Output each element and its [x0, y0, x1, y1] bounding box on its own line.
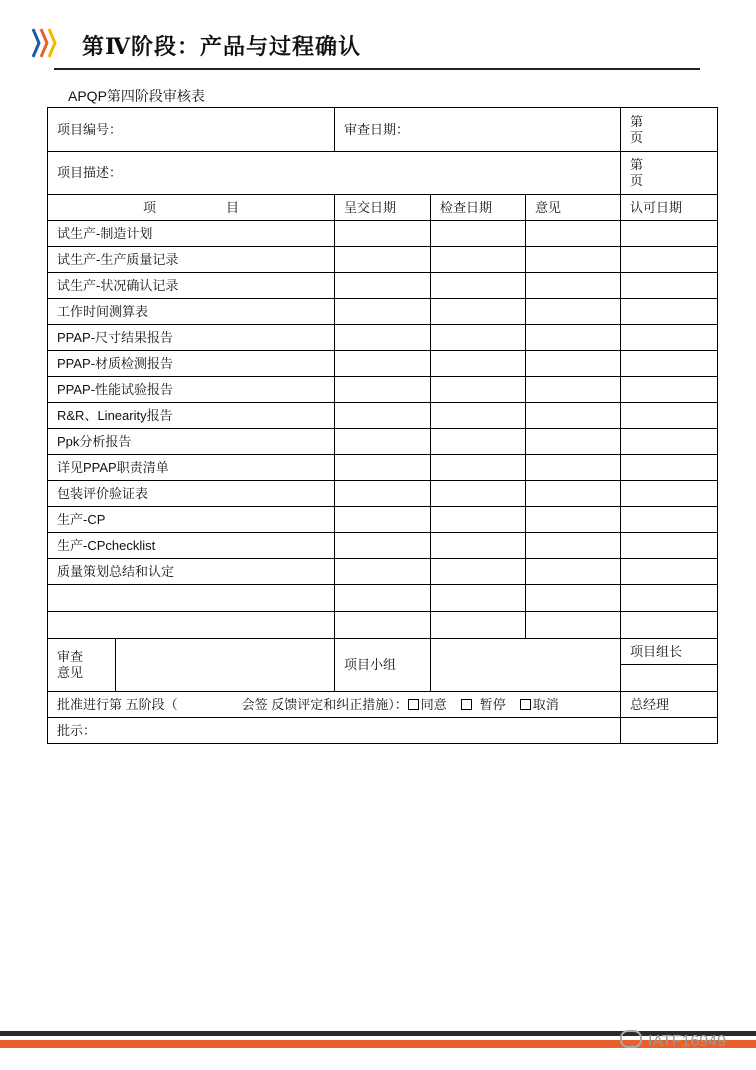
approve-date-cell[interactable] — [621, 481, 718, 507]
check-date-cell[interactable] — [431, 247, 526, 273]
team-leader-label: 项目组长 — [621, 639, 718, 665]
table-row — [48, 559, 718, 585]
col-header-item-1: 项 — [142, 199, 156, 215]
approve-date-cell[interactable] — [621, 455, 718, 481]
approve-date-cell[interactable] — [621, 559, 718, 585]
approve-date-cell[interactable] — [621, 533, 718, 559]
table-row — [48, 377, 718, 403]
check-date-cell[interactable] — [431, 559, 526, 585]
review-opinion-field[interactable] — [116, 639, 335, 692]
table-row — [48, 247, 718, 273]
submit-date-cell[interactable] — [335, 273, 431, 299]
check-date-cell[interactable] — [431, 481, 526, 507]
opinion-cell[interactable] — [526, 403, 621, 429]
approve-date-cell[interactable] — [621, 325, 718, 351]
col-header-approve-date: 认可日期 — [621, 195, 718, 221]
col-header-check-date: 检查日期 — [431, 195, 526, 221]
item-label: 工作时间测算表 — [48, 299, 335, 325]
pause-checkbox[interactable] — [461, 699, 472, 710]
instruction-cell[interactable] — [48, 718, 621, 744]
general-manager-label: 总经理 — [621, 692, 718, 718]
table-row — [48, 507, 718, 533]
check-date-cell[interactable] — [431, 273, 526, 299]
col-header-opinion: 意见 — [526, 195, 621, 221]
approve-date-cell[interactable] — [621, 351, 718, 377]
approve-date-cell[interactable] — [621, 273, 718, 299]
project-team-field[interactable] — [431, 639, 621, 692]
submit-date-cell[interactable] — [335, 325, 431, 351]
page-label-2: 页 — [630, 129, 644, 145]
col-header-item-2: 目 — [226, 199, 240, 215]
page-label-1: 第 — [630, 157, 644, 172]
review-opinion-label — [48, 639, 116, 692]
submit-date-cell[interactable] — [335, 377, 431, 403]
col-header-item — [48, 195, 335, 221]
item-label: 详见PPAP职责清单 — [48, 455, 335, 481]
project-desc-cell[interactable] — [48, 152, 621, 195]
opinion-cell[interactable] — [526, 585, 621, 612]
approve-date-cell[interactable] — [621, 507, 718, 533]
approve-date-cell[interactable] — [621, 585, 718, 612]
check-date-cell[interactable] — [431, 325, 526, 351]
watermark — [620, 1030, 726, 1051]
opinion-cell[interactable] — [526, 351, 621, 377]
submit-date-cell[interactable] — [335, 455, 431, 481]
table-row — [48, 429, 718, 455]
opinion-cell[interactable] — [526, 221, 621, 247]
table-row — [48, 351, 718, 377]
page-cell[interactable] — [621, 152, 718, 195]
item-label: Ppk分析报告 — [48, 429, 335, 455]
check-date-cell[interactable] — [431, 403, 526, 429]
page-title: 第Ⅳ阶段：产品与过程确认 — [82, 34, 361, 60]
review-date-label: 审查日期： — [344, 121, 410, 137]
watermark-text: IATF16949 — [648, 1033, 726, 1050]
item-label: 质量策划总结和认定 — [48, 559, 335, 585]
approval-text-2: 会签 反馈评定和纠正措施）： — [241, 696, 408, 712]
submit-date-cell[interactable] — [335, 507, 431, 533]
item-label: R&R、Linearity报告 — [48, 403, 335, 429]
opinion-cell[interactable] — [526, 455, 621, 481]
submit-date-cell[interactable] — [335, 481, 431, 507]
item-label: 生产-CPchecklist — [48, 533, 335, 559]
submit-date-cell[interactable] — [335, 429, 431, 455]
project-no-cell[interactable] — [48, 108, 335, 152]
agree-checkbox[interactable] — [408, 699, 419, 710]
table-row — [48, 585, 718, 612]
table-row — [48, 481, 718, 507]
approve-date-cell[interactable] — [621, 299, 718, 325]
col-header-submit-date: 呈交日期 — [335, 195, 431, 221]
submit-date-cell[interactable] — [335, 247, 431, 273]
item-label[interactable] — [48, 585, 335, 612]
review-date-cell[interactable] — [335, 108, 621, 152]
item-label: 试生产-制造计划 — [48, 221, 335, 247]
check-date-cell[interactable] — [431, 299, 526, 325]
check-date-cell[interactable] — [431, 377, 526, 403]
form-caption: APQP第四阶段审核表 — [68, 88, 205, 104]
table-row — [48, 273, 718, 299]
instruction-label: 批示： — [57, 722, 97, 738]
approve-date-cell[interactable] — [621, 403, 718, 429]
item-label: 包装评价验证表 — [48, 481, 335, 507]
table-row — [48, 325, 718, 351]
submit-date-cell[interactable] — [335, 403, 431, 429]
table-row — [48, 299, 718, 325]
submit-date-cell[interactable] — [335, 585, 431, 612]
review-opinion-label-1: 审查 — [57, 649, 84, 664]
check-date-cell[interactable] — [431, 429, 526, 455]
item-label[interactable] — [48, 612, 335, 639]
cancel-checkbox[interactable] — [520, 699, 531, 710]
general-manager-signature[interactable] — [621, 718, 718, 744]
page-label-2: 页 — [630, 173, 644, 188]
page-cell[interactable] — [621, 108, 718, 152]
opinion-cell[interactable] — [526, 507, 621, 533]
approve-date-cell[interactable] — [621, 377, 718, 403]
review-opinion-label-2: 意见 — [57, 665, 84, 680]
table-row — [48, 221, 718, 247]
table-row — [48, 612, 718, 639]
title-divider — [54, 68, 700, 70]
opinion-cell[interactable] — [526, 377, 621, 403]
cancel-label: 取消 — [532, 696, 559, 712]
table-row — [48, 533, 718, 559]
brand-chevrons-logo — [30, 26, 60, 60]
item-label: PPAP-材质检测报告 — [48, 351, 335, 377]
check-date-cell[interactable] — [431, 612, 526, 639]
approve-date-cell[interactable] — [621, 247, 718, 273]
submit-date-cell[interactable] — [335, 299, 431, 325]
project-desc-label: 项目描述： — [57, 165, 123, 180]
approve-date-cell[interactable] — [621, 429, 718, 455]
opinion-cell[interactable] — [526, 533, 621, 559]
item-label: PPAP-尺寸结果报告 — [48, 325, 335, 351]
check-date-cell[interactable] — [431, 585, 526, 612]
submit-date-cell[interactable] — [335, 559, 431, 585]
project-no-label: 项目编号： — [57, 121, 123, 137]
submit-date-cell[interactable] — [335, 612, 431, 639]
review-table — [47, 107, 718, 744]
item-label: 试生产-状况确认记录 — [48, 273, 335, 299]
approval-text-1: 批准进行第 五阶段（ — [57, 696, 178, 712]
pause-label: 暂停 — [479, 696, 506, 712]
check-date-cell[interactable] — [431, 221, 526, 247]
item-label: 生产-CP — [48, 507, 335, 533]
wechat-icon — [620, 1030, 642, 1048]
opinion-cell[interactable] — [526, 429, 621, 455]
check-date-cell[interactable] — [431, 507, 526, 533]
approve-date-cell[interactable] — [621, 221, 718, 247]
item-label: 试生产-生产质量记录 — [48, 247, 335, 273]
agree-label: 同意 — [420, 696, 447, 712]
opinion-cell[interactable] — [526, 325, 621, 351]
item-label: PPAP-性能试验报告 — [48, 377, 335, 403]
check-date-cell[interactable] — [431, 533, 526, 559]
page-label-1: 第 — [630, 113, 644, 129]
approve-date-cell[interactable] — [621, 612, 718, 639]
opinion-cell[interactable] — [526, 299, 621, 325]
opinion-cell[interactable] — [526, 612, 621, 639]
submit-date-cell[interactable] — [335, 221, 431, 247]
approval-row — [48, 692, 621, 718]
opinion-cell[interactable] — [526, 559, 621, 585]
project-team-label: 项目小组 — [335, 639, 431, 692]
table-row — [48, 403, 718, 429]
check-date-cell[interactable] — [431, 455, 526, 481]
team-leader-signature[interactable] — [621, 665, 718, 692]
table-row — [48, 455, 718, 481]
opinion-cell[interactable] — [526, 273, 621, 299]
submit-date-cell[interactable] — [335, 351, 431, 377]
submit-date-cell[interactable] — [335, 533, 431, 559]
check-date-cell[interactable] — [431, 351, 526, 377]
opinion-cell[interactable] — [526, 481, 621, 507]
opinion-cell[interactable] — [526, 247, 621, 273]
